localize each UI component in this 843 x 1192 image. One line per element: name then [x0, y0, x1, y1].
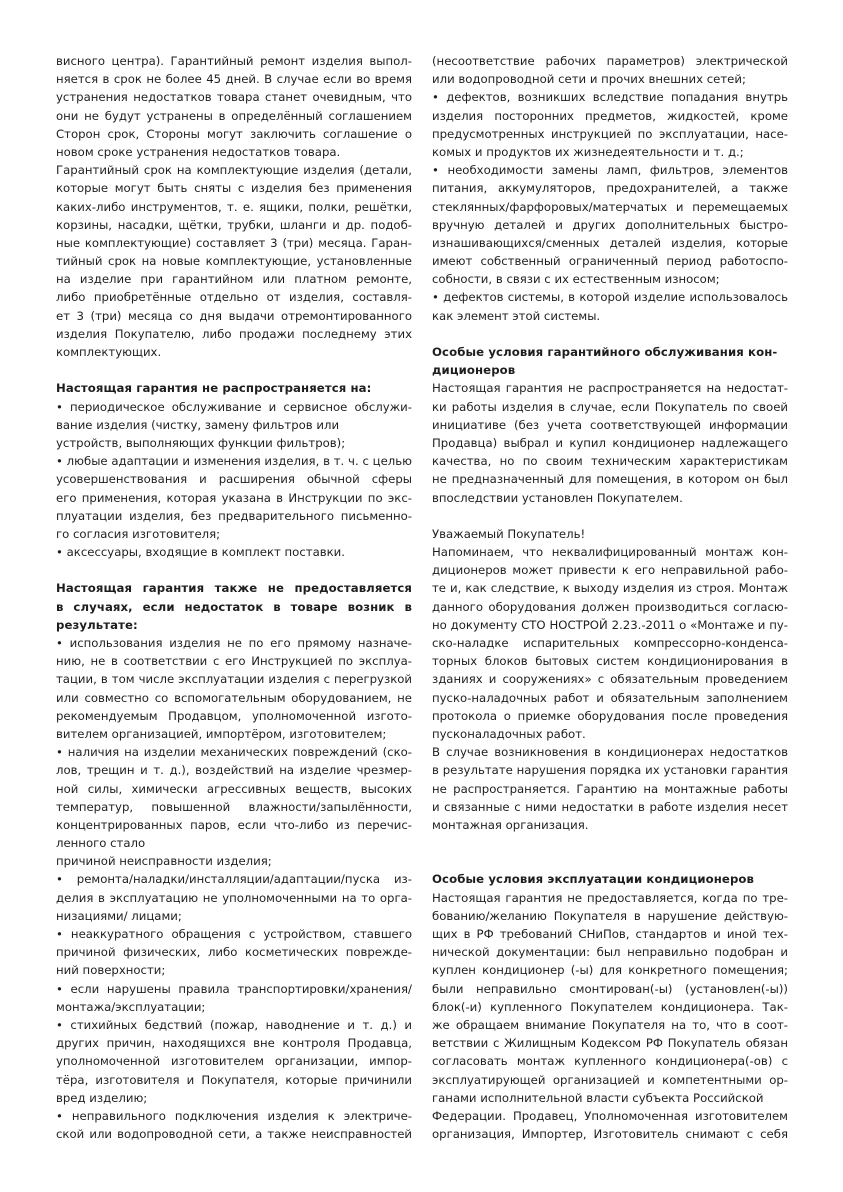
text-line: • стихийных бедствий (пожар, наводнение и т. д.) и — [56, 1017, 412, 1032]
text-line: зданиях и сооружениях» с обязательным проведением — [432, 672, 788, 687]
text-line: ской или водопроводной сети, а также неисправностей — [56, 1127, 412, 1142]
text-line: изделия Покупателю, либо продажи последнему этих — [56, 326, 412, 341]
text-line: ет 3 (три) месяца со дня выдачи отремонтированного — [56, 308, 412, 323]
text-line: в результате нарушения порядка их установки гарантия — [432, 763, 788, 778]
text-line: пуско-наладочных работ и обязательным заполнением — [432, 690, 788, 705]
text-line: ки работы изделия в случае, если Покупатель по своей — [432, 399, 788, 414]
text-line: и связанные с ними недостатки в работе изделия несет — [432, 799, 788, 814]
paragraph-gap — [56, 361, 412, 379]
text-line: го согласия изготовителя; — [56, 526, 221, 541]
text-line: устранения недостатков товара станет очевидным, что — [56, 90, 412, 105]
text-line: • аксессуары, входящие в комплект поставки. — [56, 545, 345, 560]
text-line: которые могут быть сняты с изделия без применения — [56, 181, 412, 196]
text-line: диционеров может привести к его неправильной рабо- — [432, 563, 788, 578]
text-line: причиной неисправности изделия; — [56, 854, 272, 869]
text-line: концентрированных паров, если что-либо из перечис- — [56, 817, 412, 832]
text-line: других причин, находящихся вне контроля Продавца, — [56, 1036, 412, 1051]
text-line: тёра, изготовителя и Покупателя, которые причинили — [56, 1072, 412, 1087]
text-line: эксплуатирующей организацией и компетентными ор- — [432, 1072, 788, 1087]
text-line: изнашивающихся/сменных деталей изделия, которые — [432, 235, 788, 250]
text-line: • ремонта/наладки/инсталляции/адаптации/пуска из- — [56, 872, 412, 887]
heading-line: в случаях, если недостаток в товаре возник в — [56, 599, 412, 614]
text-line: не предназначенный для помещения, в котором он был — [432, 472, 788, 487]
text-line: устройств, выполняющих функции фильтров); — [56, 435, 346, 450]
text-line: ганами исполнительной власти субъекта Российской — [432, 1090, 764, 1105]
text-line: • любые адаптации и изменения изделия, в т. ч. с целью — [56, 454, 412, 469]
text-line: стеклянных/фарфоровых/матерчатых и перемещаемых — [432, 199, 788, 214]
text-line: ные комплектующие) составляет 3 (три) месяца. Гаран- — [56, 235, 412, 250]
paragraph-gap — [56, 561, 412, 579]
text-line: вред изделию; — [56, 1090, 148, 1105]
text-line: инициативе (без учета соответствующей информации — [432, 417, 788, 432]
text-line: делия в эксплуатацию не уполномоченными на то орга- — [56, 890, 412, 905]
text-line: либо приобретённые отдельно от изделия, составля- — [56, 290, 412, 305]
text-line: • неаккуратного обращения с устройством, ставшего — [56, 927, 412, 941]
text-line: впоследствии установлен Покупателем. — [432, 490, 683, 505]
text-line: рекомендуемым Продавцом, уполномоченной изгото- — [56, 708, 412, 723]
text-line: усовершенствования и расширения обычной сферы — [56, 472, 412, 487]
text-line: Гарантийный срок на комплектующие изделия (детали, — [56, 163, 412, 178]
text-line: температур, повышенной влажности/запылённости, — [56, 799, 412, 814]
text-line: ленного стало — [56, 836, 146, 851]
right-text-column — [432, 52, 788, 1143]
text-line: торных блоков бытовых систем кондиционирования в — [432, 654, 788, 669]
text-line: • дефектов, возникших вследствие попадания внутрь — [432, 90, 788, 105]
text-line: • дефектов системы, в которой изделие использовалось — [432, 290, 788, 305]
text-line: • неправильного подключения изделия к электриче- — [56, 1108, 412, 1123]
text-line: же обращаем внимание Покупателя на то, что в соот- — [432, 1017, 788, 1032]
text-line: предусмотренных инструкцией по эксплуатации, насе- — [432, 126, 788, 141]
text-line: комых и продуктов их жизнедеятельности и т. д.; — [432, 144, 744, 159]
text-line: они не будут устранены в определённый соглашением — [56, 108, 412, 123]
paragraph-gap — [432, 325, 788, 343]
heading-line: Особые условия эксплуатации кондиционеров — [432, 872, 755, 887]
heading-line: Настоящая гарантия также не предоставляется — [56, 581, 412, 596]
text-line: ной силы, химически агрессивных веществ, высоких — [56, 781, 412, 796]
text-line: • использования изделия не по его прямому назначе- — [56, 636, 412, 650]
text-line: собности, в связи с их естественным износом; — [432, 272, 720, 287]
text-line: В случае возникновения в кондиционерах недостатков — [432, 745, 788, 760]
text-line: Настоящая гарантия не распространяется на недостат- — [432, 381, 788, 396]
text-line: тийный срок на новые комплектующие, установленные — [56, 254, 412, 269]
heading-line: Настоящая гарантия не распространяется на: — [56, 381, 372, 396]
left-text-column — [56, 52, 412, 1143]
paragraph-gap — [432, 507, 788, 525]
text-line: Федерации. Продавец, Уполномоченная изготовителем — [432, 1108, 788, 1123]
text-line: питания, аккумуляторов, предохранителей, а также — [432, 181, 788, 196]
text-line: нической документации: был неправильно подобран и — [432, 945, 788, 960]
text-line: или совместно со вспомогательным оборудованием, не — [56, 690, 412, 705]
text-line: Сторон срок, Стороны могут заключить соглашение о — [56, 126, 412, 141]
text-line: протокола о приемке оборудования после проведения — [432, 708, 788, 723]
text-line: уполномоченной изготовителем организации, импор- — [56, 1054, 412, 1069]
text-line: как элемент этой системы. — [432, 308, 601, 323]
text-line: качества, но по своим техническим характеристикам — [432, 454, 788, 469]
text-line: но документу СТО НОСТРОЙ 2.23.-2011 о «Монтаже и пу- — [432, 617, 788, 632]
text-line: монтажа/эксплуатации; — [56, 999, 206, 1014]
text-line: Уважаемый Покупатель! — [432, 526, 586, 541]
text-line: лов, трещин и т. д.), воздействий на изделие чрезмер- — [56, 763, 412, 778]
text-line: были неправильно смонтирован(-ы) (установлен(-ы)) — [432, 981, 788, 996]
text-line: низациями/ лицами; — [56, 908, 182, 923]
text-line: щих в РФ требований СНиПов, стандартов и иной тех- — [432, 927, 788, 941]
text-line: данного оборудования должен производиться согласю- — [432, 599, 788, 614]
text-line: няется в срок не более 45 дней. В случае если во время — [56, 72, 412, 87]
paragraph-gap — [432, 852, 788, 870]
text-line: висного центра). Гарантийный ремонт изделия выпол- — [56, 54, 412, 68]
text-line: изделия посторонних предметов, жидкостей, кроме — [432, 108, 788, 123]
text-line: плуатации изделия, без предварительного письменно- — [56, 508, 412, 523]
text-line: куплен кондиционер (-ы) для конкретного помещения; — [432, 963, 788, 978]
text-line: бованию/желанию Покупателя в нарушение действую- — [432, 908, 788, 923]
text-line: блок(-и) купленного Покупателем кондиционера. Так- — [432, 999, 788, 1014]
text-line: Настоящая гарантия не предоставляется, когда по тре- — [432, 890, 788, 905]
text-line: его применения, которая указана в Инструкции по экс- — [56, 490, 412, 505]
text-line: тации, в том числе эксплуатации изделия с перегрузкой — [56, 672, 412, 687]
text-line: новом сроке устранения недостатков товара. — [56, 144, 341, 159]
text-line: вание изделия (чистку, замену фильтров или — [56, 417, 340, 432]
text-line: • если нарушены правила транспортировки/хранения/ — [56, 981, 412, 996]
text-line: монтажная организация. — [432, 817, 589, 832]
text-line: согласовать монтаж купленного кондиционера(-ов) с — [432, 1054, 788, 1069]
text-line: ско-наладке испарительных компрессорно-конденса- — [432, 636, 788, 650]
text-line: каких-либо инструментов, т. е. ящики, полки, решётки, — [56, 199, 412, 214]
text-line: или водопроводной сети и прочих внешних сетей; — [432, 72, 746, 87]
paragraph-gap — [432, 834, 788, 852]
text-line: комплектующих. — [56, 345, 162, 359]
text-line: вителем организацией, импортёром, изготовителем; — [56, 726, 387, 741]
text-line: на изделие при гарантийном или платном ремонте, — [56, 272, 412, 287]
text-line: нию, не в соответствии с его Инструкцией по эксплуа- — [56, 654, 412, 669]
heading-line: результате: — [56, 617, 138, 632]
text-line: организация, Импортер, Изготовитель снимают с себя — [432, 1127, 788, 1142]
text-line: ний поверхности; — [56, 963, 166, 978]
heading-line: Особые условия гарантийного обслуживания кон- — [432, 345, 778, 359]
text-line: (несоответствие рабочих параметров) электрической — [432, 54, 788, 68]
text-line: имеют собственный ограниченный период работоспо- — [432, 254, 788, 269]
text-line: Напоминаем, что неквалифицированный монтаж кон- — [432, 545, 788, 560]
text-line: • наличия на изделии механических повреждений (ско- — [56, 745, 412, 760]
text-line: Продавца) выбрал и купил кондиционер надлежащего — [432, 435, 788, 450]
text-line: вручную деталей и других дополнительных быстро- — [432, 217, 788, 232]
text-line: • периодическое обслуживание и сервисное обслужи- — [56, 399, 412, 414]
text-line: ветствии с Жилищным Кодексом РФ Покупатель обязан — [432, 1036, 788, 1051]
text-line: те и, как следствие, к выходу изделия из строя. Монтаж — [432, 581, 788, 596]
text-line: не распространяется. Гарантию на монтажные работы — [432, 781, 788, 796]
heading-line: диционеров — [432, 363, 516, 378]
text-line: корзины, насадки, щётки, трубки, шланги и др. подоб- — [56, 217, 412, 232]
text-line: причиной физических, либо косметических поврежде- — [56, 945, 412, 960]
text-line: • необходимости замены ламп, фильтров, элементов — [432, 163, 788, 178]
text-line: пусконаладочных работ. — [432, 726, 586, 741]
